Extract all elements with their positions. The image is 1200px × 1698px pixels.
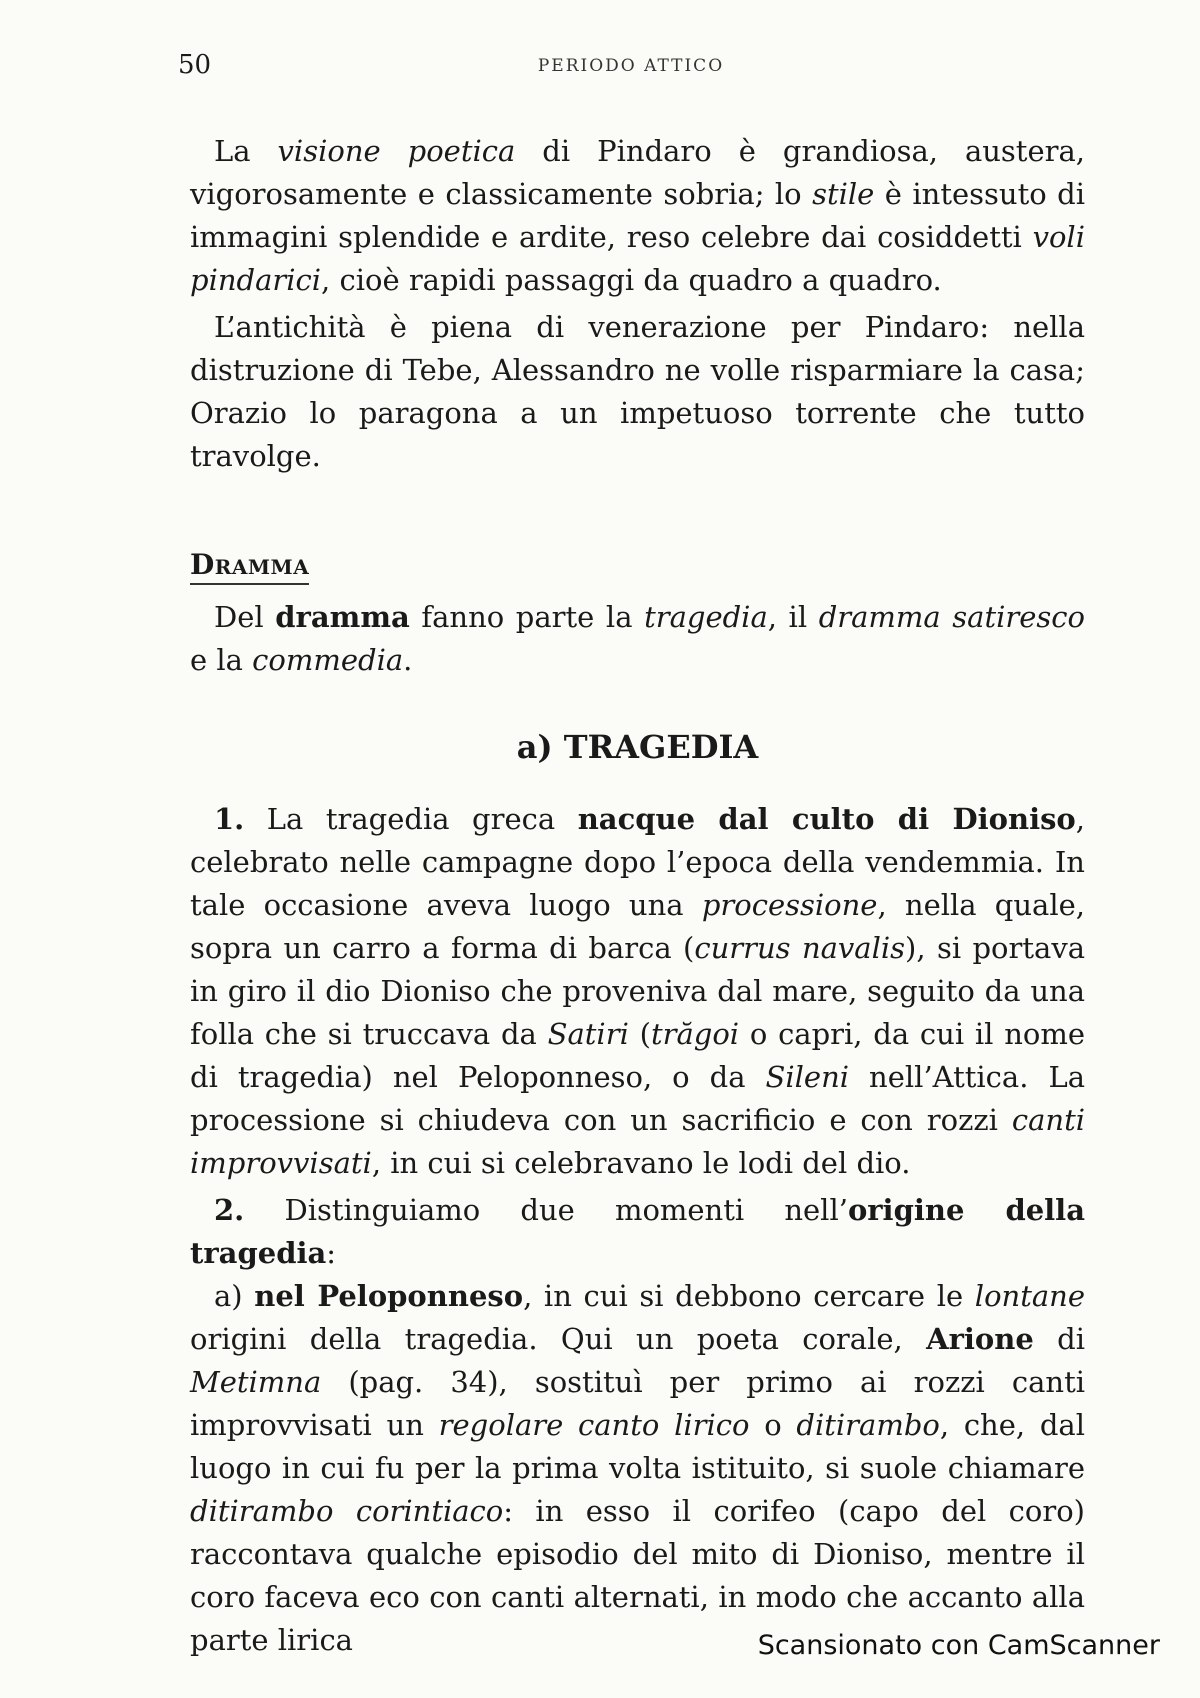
text-run: .: [403, 643, 413, 677]
emphasis-text: ditirambo: [796, 1408, 940, 1442]
text-run: ), si portava in giro il dio Dioniso che proveniva dal mare, seguito da una folla che si truccava da: [190, 931, 1085, 1051]
paragraph-tragedia-origin: [190, 798, 1085, 1185]
text-run: , in cui si celebravano le lodi del dio.: [371, 1146, 911, 1180]
bold-text: Arione: [926, 1322, 1034, 1356]
emphasis-text: Metimna: [190, 1365, 322, 1399]
emphasis-text: dramma satiresco: [818, 600, 1086, 634]
bold-text: dramma: [275, 600, 410, 634]
text-run: e la: [190, 643, 253, 677]
emphasis-text: Satiri: [547, 1017, 629, 1051]
emphasis-text: regolare canto lirico: [438, 1408, 750, 1442]
paragraph-number: 2.: [214, 1193, 245, 1227]
intro-block: [190, 130, 1085, 478]
page-number: 50: [178, 50, 212, 80]
text-run: , il: [767, 600, 819, 634]
emphasis-text: commedia: [252, 643, 404, 677]
text-run: Del: [214, 600, 276, 634]
paragraph-dramma: [190, 596, 1085, 682]
emphasis-text: canti improvvisati: [190, 1103, 1085, 1180]
text-run: fanno parte la: [409, 600, 645, 634]
text-run: La: [214, 134, 278, 168]
text-run: , in cui si debbono cercare le: [523, 1279, 975, 1313]
emphasis-text: lontane: [974, 1279, 1085, 1313]
emphasis-text: trăgoi: [650, 1017, 740, 1051]
bold-text: origine della tragedia: [190, 1193, 1085, 1270]
text-run: :: [326, 1236, 337, 1270]
emphasis-text: currus navalis: [694, 931, 906, 965]
paragraph-number: 1.: [214, 802, 245, 836]
page-header: [178, 50, 1084, 86]
text-run: , nella quale, sopra un carro a forma di barca (: [190, 888, 1085, 965]
text-run: nell’Attica. La processione si chiudeva con un sacrificio e con rozzi: [190, 1060, 1085, 1137]
text-run: : in esso il corifeo (capo del coro) raccontava qualche episodio del mito di Dioniso, mentre il coro faceva eco con canti alternati, in modo che accanto alla parte lirica: [190, 1494, 1085, 1657]
text-run: (pag. 34), sostituì per primo ai rozzi canti improvvisati un: [190, 1365, 1085, 1442]
text-run: La tragedia greca: [244, 802, 578, 836]
section-heading-dramma: Dramma: [190, 548, 309, 585]
emphasis-text: Sileni: [765, 1060, 850, 1094]
text-run: di Pindaro è grandiosa, austera, vigorosamente e classicamente sobria; lo: [190, 134, 1085, 211]
text-run: (: [628, 1017, 651, 1051]
paragraph-peloponneso: [190, 1275, 1085, 1662]
text-run: è intessuto di immagini splendide e ardite, reso celebre dai cosiddetti: [190, 177, 1086, 254]
emphasis-text: tragedia: [644, 600, 768, 634]
text-run: o: [749, 1408, 797, 1442]
dramma-block: [190, 596, 1085, 682]
subheading-tragedia: a) TRAGEDIA: [516, 728, 759, 766]
emphasis-text: visione poetica: [277, 134, 516, 168]
emphasis-text: ditirambo corintiaco: [190, 1494, 504, 1528]
bold-text: nel Peloponneso: [254, 1279, 524, 1313]
text-run: di: [1033, 1322, 1085, 1356]
paragraph-tragedia-moments: [190, 1189, 1085, 1275]
text-run: Distinguiamo due momenti nell’: [244, 1193, 848, 1227]
text-run: a): [214, 1279, 255, 1313]
paragraph-pindaro-veneration: L’antichità è piena di venerazione per Pindaro: nella distruzione di Tebe, Alessandro ne volle risparmiare la casa; Orazio lo paragona a un impetuoso torrente che tutto travolge.: [190, 310, 1085, 473]
emphasis-text: processione: [701, 888, 878, 922]
text-run: , celebrato nelle campagne dopo l’epoca della vendemmia. In tale occasione aveva luogo una: [190, 802, 1085, 922]
scanner-watermark: Scansionato con CamScanner: [757, 1630, 1160, 1661]
tragedia-block: [190, 798, 1085, 1662]
emphasis-text: voli pindarici: [190, 220, 1085, 297]
bold-text: nacque dal culto di Dioniso: [577, 802, 1076, 836]
running-head: PERIODO ATTICO: [537, 56, 725, 76]
text-run: , cioè rapidi passaggi da quadro a quadro.: [321, 263, 942, 297]
text-run: , che, dal luogo in cui fu per la prima volta istituito, si suole chiamare: [190, 1408, 1085, 1485]
text-run: o capri, da cui il nome di tragedia) nel Peloponneso, o da: [190, 1017, 1085, 1094]
emphasis-text: stile: [812, 177, 875, 211]
text-run: origini della tragedia. Qui un poeta corale,: [190, 1322, 927, 1356]
paragraph-pindaro-style: [190, 130, 1085, 302]
